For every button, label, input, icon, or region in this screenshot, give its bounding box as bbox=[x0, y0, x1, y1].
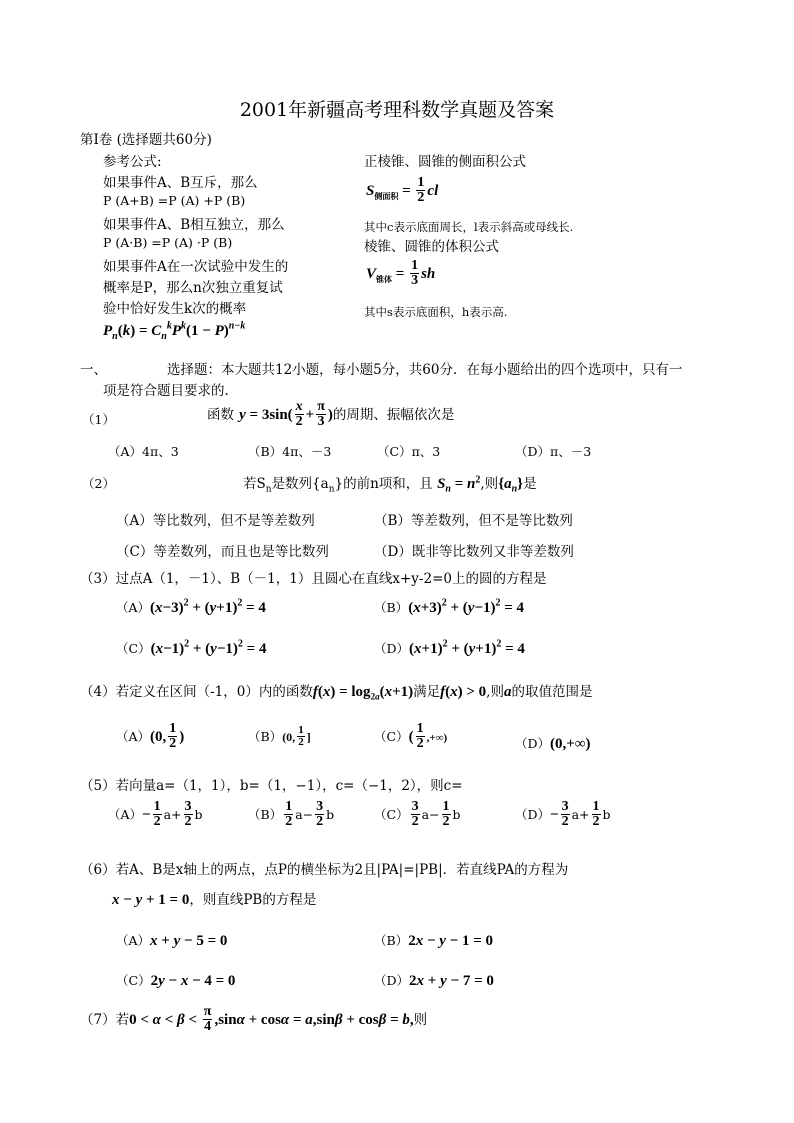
lateral-area-heading: 正棱锥、圆锥的侧面积公式 bbox=[364, 154, 526, 170]
volume-heading: 棱锥、圆锥的体积公式 bbox=[364, 239, 499, 255]
lateral-area-note: 其中c表示底面周长，l表示斜高或母线长. bbox=[364, 220, 574, 234]
question-number: （1） bbox=[82, 412, 115, 427]
question-6-stem: （6）若A、B是x轴上的两点，点P的横坐标为2且|PA|=|PB|．若直线PA的方程为 bbox=[80, 862, 569, 878]
option-b: （B）等差数列，但不是等比数列 bbox=[374, 513, 573, 529]
reference-line: 验中恰好发生k次的概率 bbox=[103, 301, 247, 317]
option-b: （B）(0, $\frac{1}{2}$ ] bbox=[248, 724, 311, 748]
section-number: 一、 bbox=[80, 362, 107, 378]
option-d: （D）既非等比数列又非等差数列 bbox=[374, 544, 574, 560]
question-5-stem: （5）若向量a=（1，1），b=（1，−1），c=（−1，2），则c= bbox=[80, 778, 463, 794]
option-d: （D）(0,+∞) bbox=[515, 736, 591, 752]
section-instructions-cont: 项是符合题目要求的. bbox=[103, 383, 229, 399]
option-c: （C）2y − x − 4 = 0 bbox=[116, 973, 236, 989]
option-d: （D）2x + y − 7 = 0 bbox=[374, 973, 494, 989]
option-a: （A）4π、3 bbox=[108, 444, 179, 459]
page-title: 2001年新疆高考理科数学真题及答案 bbox=[239, 99, 555, 121]
lateral-area-formula: $S_{侧面积}$ = $\frac{1}{2}$ cl bbox=[366, 175, 439, 205]
question-6-line2: x − y + 1 = 0，则直线PB的方程是 bbox=[112, 892, 317, 908]
volume-formula: $V_{锥体}$ = $\frac{1}{3}$ sh bbox=[366, 258, 436, 288]
option-c: （C） $\frac{3}{2}$ a− $\frac{1}{2}$ b bbox=[374, 799, 461, 829]
option-d: $(D)(x+1)^2 + (y+1)^2 = 4$ bbox=[374, 638, 525, 657]
option-a: （A）等比数列，但不是等差数列 bbox=[116, 513, 315, 529]
question-1-stem: 函数 y = 3sin( $\frac{x}{2}$ + $\frac{\pi}{3}$ )的周期、振幅依次是 bbox=[207, 399, 455, 429]
binomial-formula: $P_n(k) = C_n^kP^k(1 - P)^{n-k}$ bbox=[103, 320, 246, 343]
option-d: （D）− $\frac{3}{2}$ a+ $\frac{1}{2}$ b bbox=[515, 799, 611, 829]
question-3-stem: （3）过点A（1，－1）、B（－1，1）且圆心在直线x+y-2=0上的圆的方程是 bbox=[80, 571, 547, 587]
option-b: $(B)(x+3)^2 + (y-1)^2 = 4$ bbox=[374, 597, 525, 616]
question-4-stem: （4）若定义在区间（-1，0）内的函数$f(x) = \log_{2a}(x+1)$满足f(x) > 0,则a的取值范围是 bbox=[80, 684, 593, 702]
question-7-stem: （7）若0 < α < β < $\frac{\pi}{4}$ ,sinα + cosα = a,sinβ + cosβ = b,则 bbox=[80, 1004, 428, 1034]
option-b: （B）2x − y − 1 = 0 bbox=[374, 933, 494, 949]
reference-line: 如果事件A、B互斥，那么 bbox=[103, 175, 258, 191]
option-a: （A）(0, $\frac{1}{2}$ ) bbox=[116, 721, 185, 751]
question-2-stem: 若$S_n$是数列$\{a_n\}$的前n项和，且 $S_n = n^2$,则$\{a_n\}$是 bbox=[243, 474, 537, 495]
option-c: $(C)(x-1)^2 + (y-1)^2 = 4$ bbox=[116, 638, 267, 657]
option-b: （B）4π、－3 bbox=[248, 444, 332, 459]
reference-line: 如果事件A在一次试验中发生的 bbox=[103, 259, 289, 275]
option-a: $(A)(x-3)^2 + (y+1)^2 = 4$ bbox=[116, 597, 266, 616]
option-c: （C）π、3 bbox=[377, 444, 441, 459]
volume-note: 其中s表示底面积，h表示高. bbox=[364, 305, 508, 319]
option-a: （A）− $\frac{1}{2}$ a+ $\frac{3}{2}$ b bbox=[108, 799, 203, 829]
reference-line: P (A+B) =P (A) +P (B) bbox=[103, 193, 246, 208]
part-one-heading: 第Ⅰ卷 (选择题共60分) bbox=[80, 132, 212, 148]
reference-line: 如果事件A、B相互独立，那么 bbox=[103, 217, 285, 233]
option-b: （B） $\frac{1}{2}$ a− $\frac{3}{2}$ b bbox=[248, 799, 335, 829]
reference-heading: 参考公式: bbox=[103, 154, 162, 170]
option-c: （C）等差数列，而且也是等比数列 bbox=[116, 544, 329, 560]
reference-line: P (A·B) =P (A) ·P (B) bbox=[103, 235, 233, 250]
option-a: （A）x + y − 5 = 0 bbox=[116, 933, 228, 949]
option-d: （D）π、－3 bbox=[515, 444, 592, 459]
question-number: （2） bbox=[82, 476, 115, 491]
section-instructions: 选择题：本大题共12小题，每小题5分，共60分．在每小题给出的四个选项中，只有一 bbox=[167, 362, 683, 378]
reference-line: 概率是P，那么n次独立重复试 bbox=[103, 280, 283, 296]
option-c: （C）( $\frac{1}{2}$ ,+∞) bbox=[374, 721, 448, 751]
